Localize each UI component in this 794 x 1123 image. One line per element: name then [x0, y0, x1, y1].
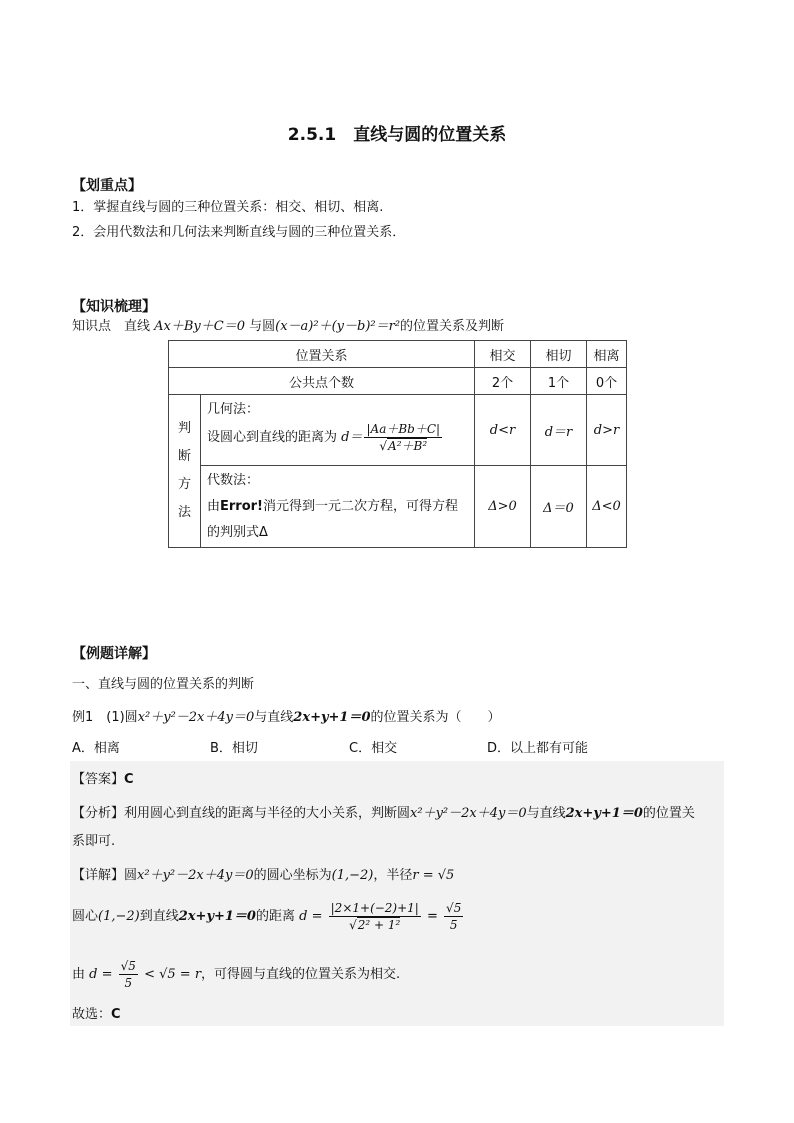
- key-points-heading: 【划重点】: [72, 178, 142, 194]
- detail-line-1: [72, 864, 454, 883]
- answer-label: 【答案】: [72, 772, 125, 787]
- algebraic-method: [201, 466, 475, 548]
- detail-label: 【详解】: [72, 868, 125, 883]
- distance-numerator: |Aa＋Bb＋C|: [366, 422, 441, 436]
- line2-numerator: |2×1+(−2)+1|: [330, 901, 419, 915]
- answer-value: C: [124, 772, 134, 787]
- detail-line-2: [72, 900, 465, 933]
- detail-text-1: 圆: [124, 868, 138, 883]
- line3-compare: < √5 = r: [144, 966, 202, 982]
- line2-denominator: √2² + 1²: [349, 918, 401, 932]
- line2-text-2: 到直线: [139, 908, 179, 924]
- knowledge-point-suffix: 的位置关系及判断: [400, 319, 505, 334]
- judge-method-label: [169, 395, 201, 548]
- knowledge-point: [72, 315, 504, 334]
- table-row-geometric: [169, 395, 627, 466]
- common-separate: 0个: [587, 368, 627, 395]
- line2-text-1: 圆心: [72, 908, 99, 924]
- subsection-title: 一、直线与圆的位置关系的判断: [72, 677, 255, 692]
- analysis-text-3: 的位置关: [642, 806, 695, 821]
- table-header-row: [169, 341, 627, 368]
- line2-result-denominator: 5: [449, 918, 458, 932]
- algebraic-post: 消元得到一元二次方程，可得方程: [263, 498, 459, 514]
- geometric-d: d＝: [341, 430, 363, 445]
- relation-table: [168, 340, 627, 548]
- line-equation: Ax＋By＋C＝0: [154, 319, 245, 334]
- geo-intersect: d<r: [475, 395, 531, 466]
- line2-equals: =: [427, 908, 438, 924]
- line3-d: d =: [89, 966, 113, 982]
- geometric-title: 几何法：: [207, 402, 260, 417]
- choice-value: C: [111, 1007, 121, 1022]
- algebraic-line3: 的判别式Δ: [207, 524, 268, 540]
- alg-separate: Δ<0: [587, 466, 627, 548]
- example-tail: 的位置关系为（ ）: [370, 710, 501, 725]
- key-point-2: 2．会用代数法和几何法来判断直线与圆的三种位置关系．: [72, 225, 406, 240]
- option-a: A．相离: [72, 741, 120, 756]
- judge-char: 方: [177, 477, 191, 492]
- line3-numerator: √5: [120, 959, 136, 973]
- example-circle-eq: x²＋y²－2x＋4y＝0: [137, 710, 255, 725]
- option-b: B．相切: [210, 741, 258, 756]
- geometric-method: [201, 395, 475, 466]
- option-d: D．以上都有可能: [487, 741, 589, 756]
- line2-text-3: 的距离: [255, 908, 295, 924]
- header-relation: 位置关系: [169, 341, 475, 368]
- line3-text-2: ，可得圆与直线的位置关系为相交.: [201, 966, 401, 982]
- choice-line: [72, 1003, 121, 1022]
- analysis-label: 【分析】: [72, 806, 125, 821]
- example-1-question: [72, 706, 501, 725]
- example-label: 例1 (1)圆: [72, 710, 138, 725]
- analysis-line-eq: 2x+y+1＝0: [565, 806, 643, 821]
- line2-result-fraction: [444, 900, 463, 933]
- geo-separate: d>r: [587, 395, 627, 466]
- distance-radicand: A²＋B²: [388, 439, 428, 453]
- analysis-line-1: [72, 802, 695, 821]
- analysis-line-2: 系即可.: [72, 834, 116, 849]
- knowledge-heading: 【知识梳理】: [72, 299, 156, 315]
- detail-text-3: ，半径: [373, 868, 413, 883]
- common-tangent: 1个: [531, 368, 587, 395]
- circle-equation: (x－a)²＋(y－b)²＝r²: [275, 319, 401, 334]
- judge-char: 断: [177, 449, 191, 464]
- distance-fraction: [364, 421, 442, 454]
- detail-circle-eq: x²＋y²－2x＋4y＝0: [137, 868, 254, 883]
- algebraic-title: 代数法：: [207, 472, 260, 488]
- geometric-formula: [207, 421, 474, 454]
- line2-radicand: 2² + 1²: [357, 918, 401, 932]
- judge-char: 判: [177, 421, 191, 436]
- line2-line-eq: 2x+y+1＝0: [178, 908, 256, 924]
- answer-line: [72, 768, 134, 787]
- row-common-label: 公共点个数: [169, 368, 475, 395]
- analysis-text-1: 利用圆心到直线的距离与半径的大小关系，判断圆: [124, 806, 411, 821]
- judge-char: 法: [177, 505, 191, 520]
- geo-tangent: d＝r: [531, 395, 587, 466]
- example-line-eq: 2x+y+1＝0: [293, 710, 371, 725]
- line2-result-numerator: √5: [446, 901, 462, 915]
- choice-label: 故选：: [72, 1007, 112, 1022]
- geometric-desc: 设圆心到直线的距离为: [207, 430, 338, 445]
- page-title: 2.5.1 直线与圆的位置关系: [287, 125, 507, 145]
- header-intersect: 相交: [475, 341, 531, 368]
- line2-fraction: [329, 900, 421, 933]
- knowledge-point-with: 与圆: [249, 319, 276, 334]
- alg-intersect: Δ>0: [475, 466, 531, 548]
- line3-denominator: 5: [124, 976, 133, 990]
- algebraic-line2: [207, 494, 474, 520]
- example-mid: 与直线: [254, 710, 294, 725]
- table-row-common: [169, 368, 627, 395]
- algebraic-pre: 由: [207, 498, 221, 514]
- analysis-circle-eq: x²＋y²－2x＋4y＝0: [410, 806, 527, 821]
- examples-heading: 【例题详解】: [72, 646, 156, 662]
- line3-text-1: 由: [72, 966, 86, 982]
- distance-denominator: √A²＋B²: [379, 439, 428, 453]
- option-c: C．相交: [349, 741, 398, 756]
- common-intersect: 2个: [475, 368, 531, 395]
- detail-line-3: [72, 958, 400, 991]
- header-tangent: 相切: [531, 341, 587, 368]
- key-point-1: 1．掌握直线与圆的三种位置关系：相交、相切、相离.: [72, 200, 384, 215]
- alg-tangent: Δ＝0: [531, 466, 587, 548]
- detail-text-2: 的圆心坐标为: [253, 868, 332, 883]
- detail-center: (1,−2): [331, 868, 374, 883]
- line2-center: (1,−2): [98, 908, 140, 924]
- algebraic-error: Error!: [220, 498, 263, 514]
- knowledge-point-label: 知识点 直线: [72, 319, 151, 334]
- analysis-text-2: 与直线: [526, 806, 566, 821]
- header-separate: 相离: [587, 341, 627, 368]
- table-row-algebraic: [169, 466, 627, 548]
- detail-radius: r = √5: [412, 868, 455, 883]
- line2-d: d =: [299, 908, 323, 924]
- line3-fraction: [119, 958, 138, 991]
